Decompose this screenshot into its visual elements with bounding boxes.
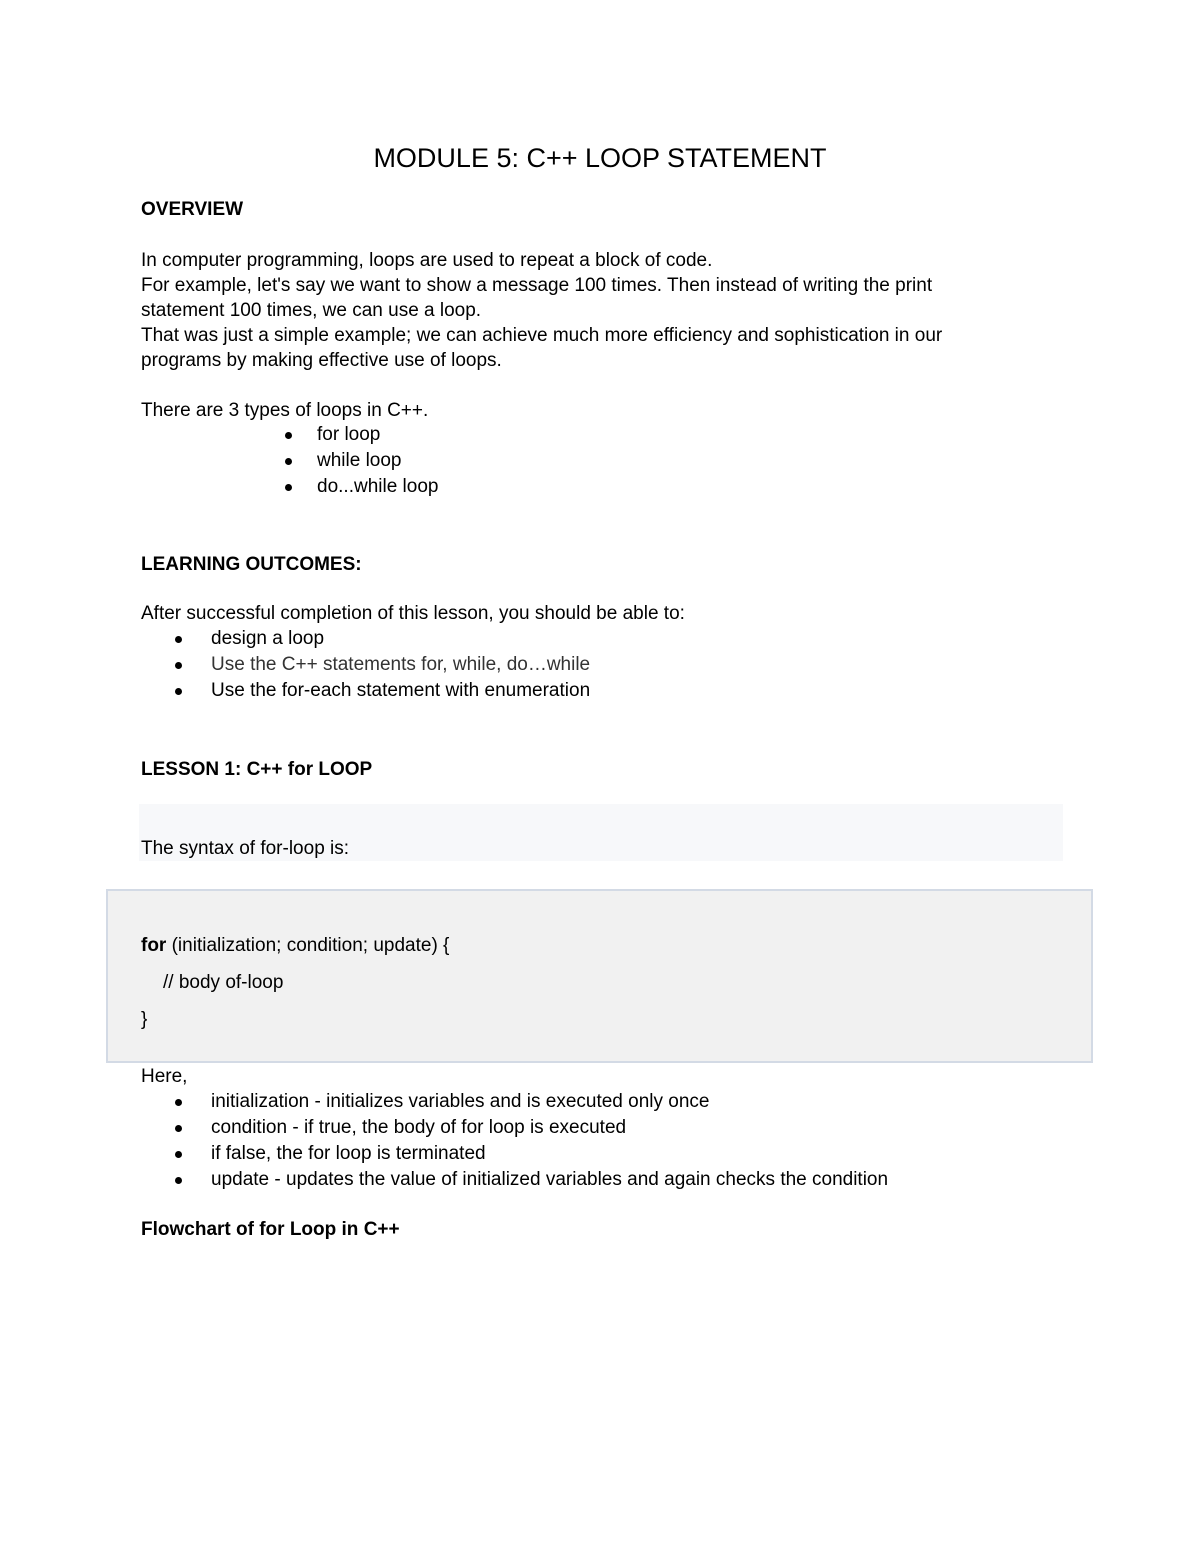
list-item: [211, 1089, 888, 1115]
bullet-icon: [175, 636, 182, 643]
list-item-label: Use the for-each statement with enumeration: [211, 680, 591, 701]
overview-heading: OVERVIEW: [141, 199, 244, 220]
list-item-label: while loop: [317, 450, 402, 471]
list-item: [317, 474, 438, 500]
bullet-icon: [285, 458, 292, 465]
overview-line: For example, let's say we want to show a message 100 times. Then instead of writing the print: [141, 275, 933, 296]
for-loop-parts-list: [211, 1089, 888, 1193]
learning-outcomes-list: [211, 626, 590, 704]
overview-line: In computer programming, loops are used to repeat a block of code.: [141, 250, 713, 271]
list-item-label: condition - if true, the body of for loop is executed: [211, 1117, 627, 1138]
bullet-icon: [175, 1099, 182, 1106]
syntax-intro: The syntax of for-loop is:: [141, 838, 350, 859]
lesson-1-heading: LESSON 1: C++ for LOOP: [141, 759, 373, 780]
loop-types-list: [317, 422, 438, 500]
learning-outcomes-heading: LEARNING OUTCOMES:: [141, 554, 362, 575]
bullet-icon: [175, 1177, 182, 1184]
code-line-2: // body of-loop: [163, 972, 284, 993]
list-item-label: initialization - initializes variables and is executed only once: [211, 1091, 710, 1112]
list-item-label: if false, the for loop is terminated: [211, 1143, 486, 1164]
learning-outcomes-intro: After successful completion of this lesson, you should be able to:: [141, 603, 685, 624]
list-item: [211, 1115, 888, 1141]
list-item-label: update - updates the value of initialized variables and again checks the condition: [211, 1169, 889, 1190]
list-item: [317, 448, 438, 474]
overview-line: programs by making effective use of loops.: [141, 350, 502, 371]
bullet-icon: [285, 432, 292, 439]
flowchart-heading: Flowchart of for Loop in C++: [141, 1219, 400, 1240]
list-item-label: do...while loop: [317, 476, 439, 497]
list-item: [211, 1141, 888, 1167]
page-title: MODULE 5: C++ LOOP STATEMENT: [373, 143, 827, 173]
overview-line: That was just a simple example; we can achieve much more efficiency and sophistication in our: [141, 325, 943, 346]
bullet-icon: [175, 1125, 182, 1132]
bullet-icon: [175, 1151, 182, 1158]
list-item-label: design a loop: [211, 628, 325, 649]
list-item: [211, 652, 590, 678]
bullet-icon: [285, 484, 292, 491]
list-item-label: for loop: [317, 424, 381, 445]
loop-types-intro: There are 3 types of loops in C++.: [141, 400, 429, 421]
code-block: [106, 889, 1093, 1063]
overview-line: statement 100 times, we can use a loop.: [141, 300, 482, 321]
overview-paragraph: [141, 248, 1066, 373]
list-item: [317, 422, 438, 448]
here-label: Here,: [141, 1066, 188, 1087]
list-item-label: Use the C++ statements for, while, do…while: [211, 654, 591, 675]
list-item: [211, 1167, 888, 1193]
code-line-1: [141, 933, 449, 959]
code-text: (initialization; condition; update) {: [166, 935, 450, 956]
bullet-icon: [175, 688, 182, 695]
list-item: [211, 626, 590, 652]
code-line-3: }: [141, 1009, 148, 1030]
code-keyword: for: [141, 935, 167, 956]
list-item: [211, 678, 590, 704]
bullet-icon: [175, 662, 182, 669]
